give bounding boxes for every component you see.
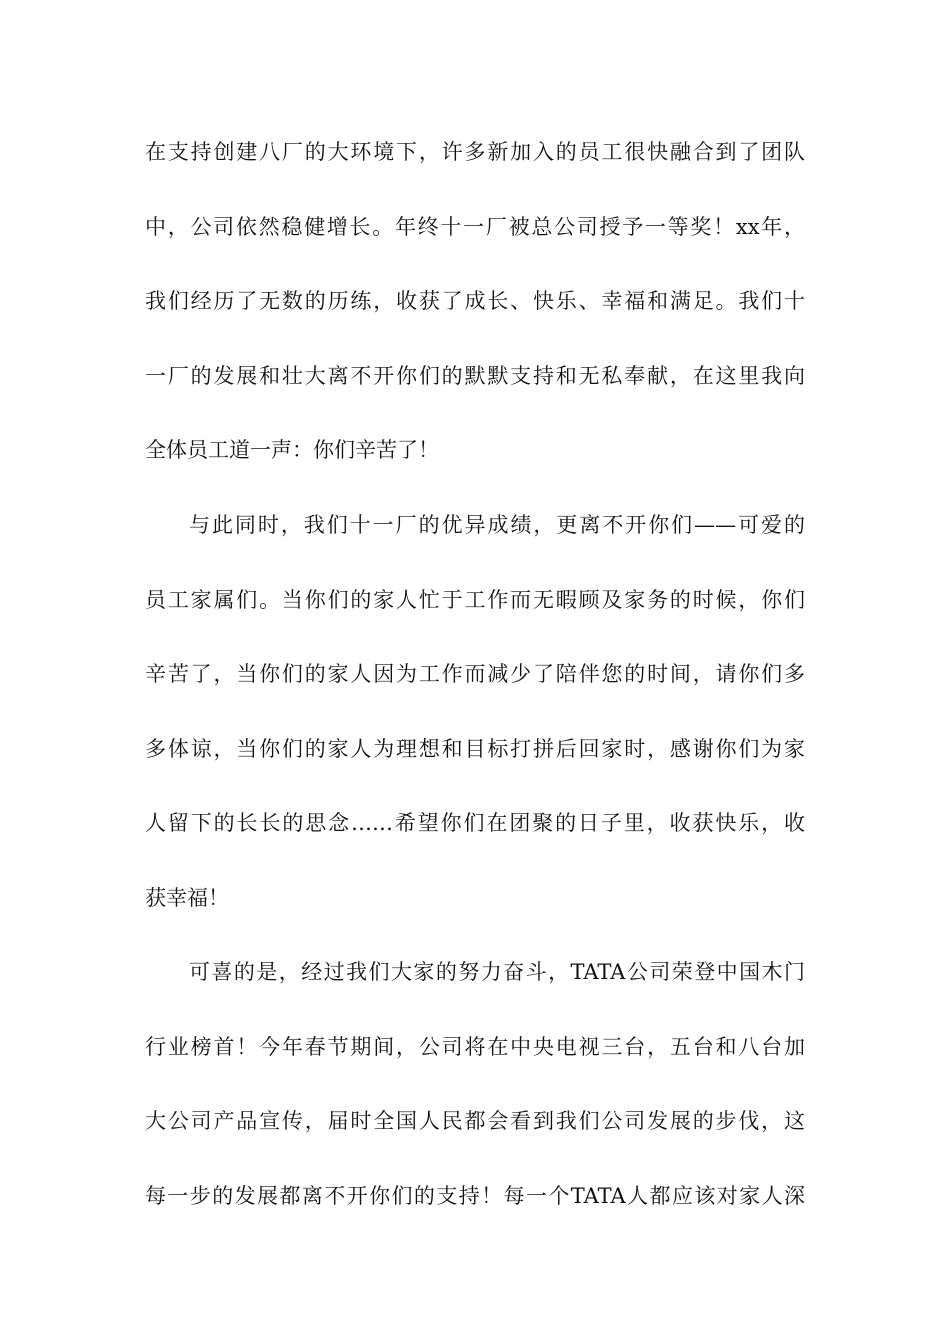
- text-line: 人留下的长长的思念……希望你们在团聚的日子里，收获快乐，收: [145, 811, 805, 835]
- text-line: 行业榜首！今年春节期间，公司将在中央电视三台，五台和八台加: [145, 1035, 805, 1059]
- text-line: 全体员工道一声：你们辛苦了！: [145, 438, 439, 462]
- paragraph-first-line: 与此同时，我们十一厂的优异成绩，更离不开你们——可爱的: [189, 513, 805, 537]
- text-line: 员工家属们。当你们的家人忙于工作而无暇顾及家务的时候，你们: [145, 588, 805, 612]
- text-line: 中，公司依然稳健增长。年终十一厂被总公司授予一等奖！xx年，: [145, 215, 805, 239]
- text-line: 我们经历了无数的历练，收获了成长、快乐、幸福和满足。我们十: [145, 289, 805, 313]
- text-line: 多体谅，当你们的家人为理想和目标打拼后回家时，感谢你们为家: [145, 737, 805, 761]
- paragraph-first-line: 可喜的是，经过我们大家的努力奋斗，TATA公司荣登中国木门: [189, 960, 805, 984]
- text-line: 大公司产品宣传，届时全国人民都会看到我们公司发展的步伐，这: [145, 1109, 805, 1133]
- text-line: 在支持创建八厂的大环境下，许多新加入的员工很快融合到了团队: [145, 140, 805, 164]
- text-line: 一厂的发展和壮大离不开你们的默默支持和无私奉献，在这里我向: [145, 364, 805, 388]
- text-line: 每一步的发展都离不开你们的支持！每一个TATA人都应该对家人深: [145, 1184, 805, 1208]
- text-line: 辛苦了，当你们的家人因为工作而减少了陪伴您的时间，请你们多: [145, 662, 805, 686]
- text-line: 获幸福！: [145, 886, 229, 910]
